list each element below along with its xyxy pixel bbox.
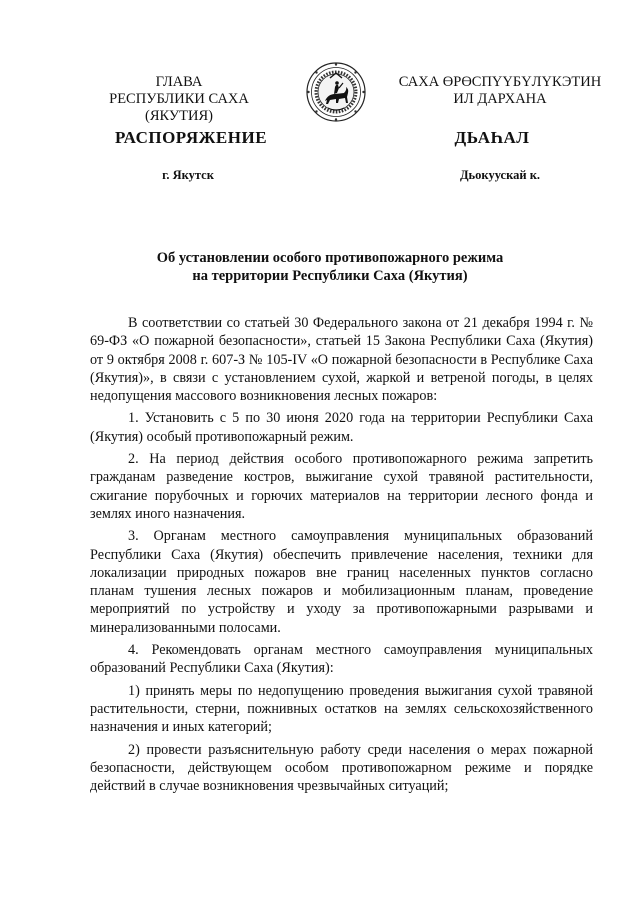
city-sah: Дьокуускай к. xyxy=(459,168,541,182)
document-title-line2: на территории Республики Саха (Якутия) xyxy=(192,268,468,284)
coat-of-arms-icon xyxy=(306,60,366,124)
header-left xyxy=(74,74,284,125)
header-right-line2: ИЛ ДАРХАНА xyxy=(453,91,547,107)
document-body xyxy=(90,314,593,799)
header-right xyxy=(390,74,610,108)
clause-1: 1. Установить с 5 по 30 июня 2020 года на территории Республики Саха (Якутия) особый противопожарный режим. xyxy=(90,410,593,445)
preamble-paragraph: В соответствии со статьей 30 Федерального закона от 21 декабря 1994 г. № 69-ФЗ «О пожарной безопасности», статьей 15 Закона Республики Саха (Якутия) от 9 октября 2008 г. 607-З № 105-IV «О пожарной безопасности в Республике Саха (Якутия)», в связи с установлением сухой, жаркой и ветреной погоды, в целях недопущения массового возникновения лесных пожаров: xyxy=(90,315,593,405)
header-left-line2: РЕСПУБЛИКИ САХА (ЯКУТИЯ) xyxy=(109,91,249,124)
clause-4: 4. Рекомендовать органам местного самоуправления муниципальных образований Республики Саха (Якутия): xyxy=(90,642,593,677)
document-title xyxy=(110,249,550,285)
doc-type-ru: РАСПОРЯЖЕНИЕ xyxy=(114,128,268,147)
document-title-line1: Об установлении особого противопожарного режима xyxy=(156,250,504,266)
clause-4-item-1: 1) принять меры по недопущению проведения выжигания сухой травяной растительности, стерни, пожнивных остатков на землях сельскохозяйственного назначения и иных категорий; xyxy=(90,682,593,736)
city-ru: г. Якутск xyxy=(162,168,214,182)
clause-2: 2. На период действия особого противопожарного режима запретить гражданам разведение костров, выжигание сухой травяной растительности, сжигание порубочных и горючих материалов на территории лесного фонда и землях иного назначения. xyxy=(90,451,593,522)
clause-4-item-2: 2) провести разъяснительную работу среди населения о мерах пожарной безопасности, действующем особом противопожарном режиме и порядке действий в случае возникновения чрезвычайных ситуаций; xyxy=(90,741,593,795)
header-left-line1: ГЛАВА xyxy=(155,74,203,90)
clause-3: 3. Органам местного самоуправления муниципальных образований Республики Саха (Якутия) обеспечить привлечение населения, техники для локализации природных пожаров вне границ населенных пунктов согласно планам тушения лесных пожаров и мобилизационным планам, проведение мероприятий по устройству и уходу за противопожарными разрывами и минерализованными полосами. xyxy=(90,528,593,636)
doc-type-sah: ДЬАҺАЛ xyxy=(454,128,530,147)
header-right-line1: САХА ӨРӨСПҮҮБҮЛҮКЭТИН xyxy=(398,74,602,90)
